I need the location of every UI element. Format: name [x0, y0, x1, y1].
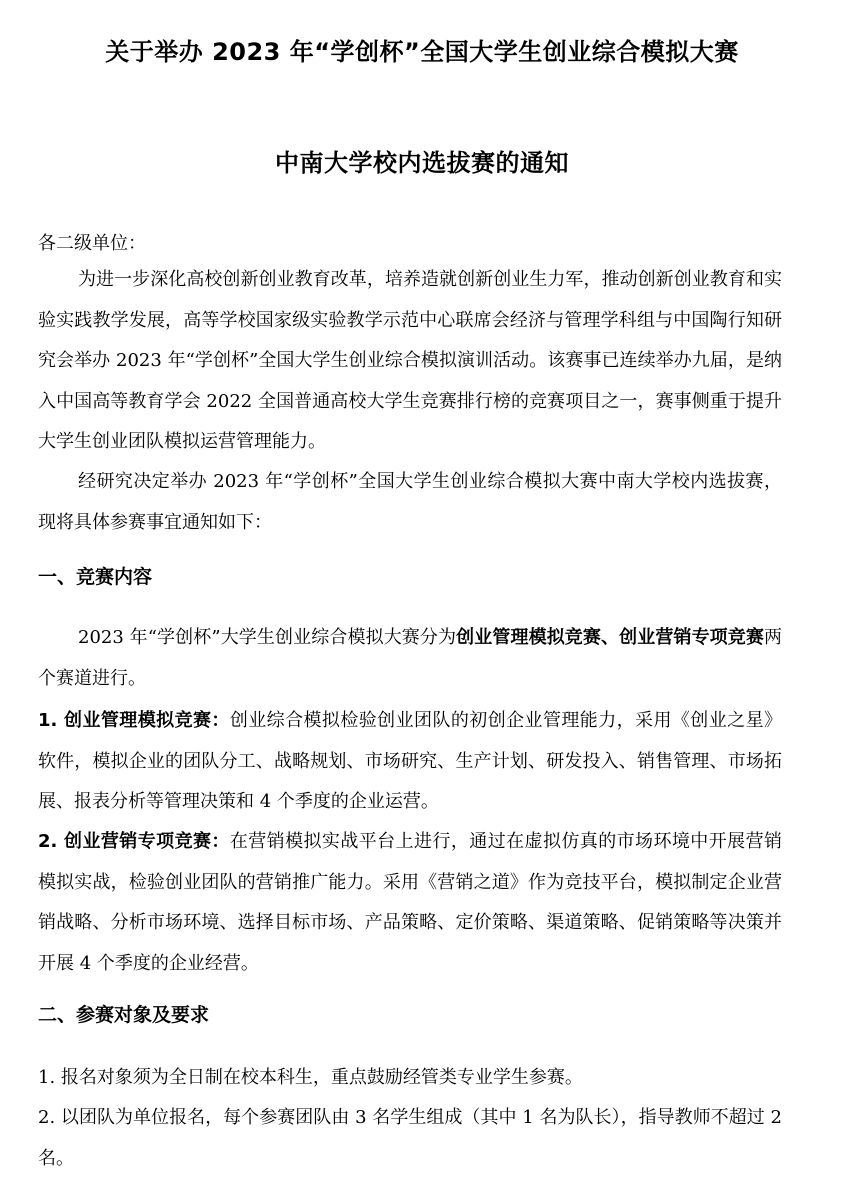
- intro-paragraph-1: 为进一步深化高校创新创业教育改革，培养造就创新创业生力军，推动创新创业教育和实验实践教学发展，高等学校国家级实验教学示范中心联席会经济与管理学科组与中国陶行知研究会举办 2023 年“学创杯”全国大学生创业综合模拟演训活动。该赛事已连续举办九届，是纳入中国高等教育学会 2022 全国普通高校大学生竞赛排行榜的竞赛项目之一，赛事侧重于提升大学生创业团队模拟运营管理能力。: [38, 269, 782, 452]
- section-2-item-1: 1. 报名对象须为全日制在校本科生，重点鼓励经管类专业学生参赛。: [38, 1067, 583, 1088]
- salutation: 各二级单位：: [38, 233, 146, 254]
- section-1-paragraph-suffix: 两个赛道进行。: [38, 627, 783, 689]
- section-1-item-1-label: 1. 创业管理模拟竞赛：: [38, 710, 230, 731]
- section-1-item-1: [38, 701, 782, 823]
- intro-paragraph-2: 经研究决定举办 2023 年“学创杯”全国大学生创业综合模拟大赛中南大学校内选拔赛，现将具体参赛事宜通知如下：: [38, 471, 782, 533]
- section-1-item-2-text: 在营销模拟实战平台上进行，通过在虚拟仿真的市场环境中开展营销模拟实战，检验创业团队的营销推广能力。采用《营销之道》作为竞技平台，模拟制定企业营销战略、分析市场环境、选择目标市场、产品策略、定价策略、渠道策略、促销策略等决策并开展 4 个季度的企业经营。: [38, 831, 782, 974]
- document-title-line2: 中南大学校内选拔赛的通知: [275, 149, 569, 177]
- section-2-item-2: 2. 以团队为单位报名，每个参赛团队由 3 名学生组成（其中 1 名为队长），指导教师不超过 2 名。: [38, 1107, 782, 1169]
- section-1-paragraph-bold: 创业管理模拟竞赛、创业营销专项竞赛: [456, 627, 765, 648]
- section-2-heading: 二、参赛对象及要求: [38, 1004, 210, 1026]
- section-1-item-2-label: 2. 创业营销专项竞赛：: [38, 831, 230, 852]
- section-1-paragraph-prefix: 2023 年“学创杯”大学生创业综合模拟大赛分为: [78, 627, 457, 648]
- section-1-heading: 一、竞赛内容: [38, 566, 153, 588]
- section-1-item-1-text: 创业综合模拟检验创业团队的初创企业管理能力，采用《创业之星》软件，模拟企业的团队分工、战略规划、市场研究、生产计划、研发投入、销售管理、市场拓展、报表分析等管理决策和 4 个季度的企业运营。: [38, 710, 782, 812]
- document-title-line1: 关于举办 2023 年“学创杯”全国大学生创业综合模拟大赛: [105, 38, 739, 66]
- section-1-paragraph: [38, 618, 782, 699]
- section-1-item-2: [38, 822, 782, 984]
